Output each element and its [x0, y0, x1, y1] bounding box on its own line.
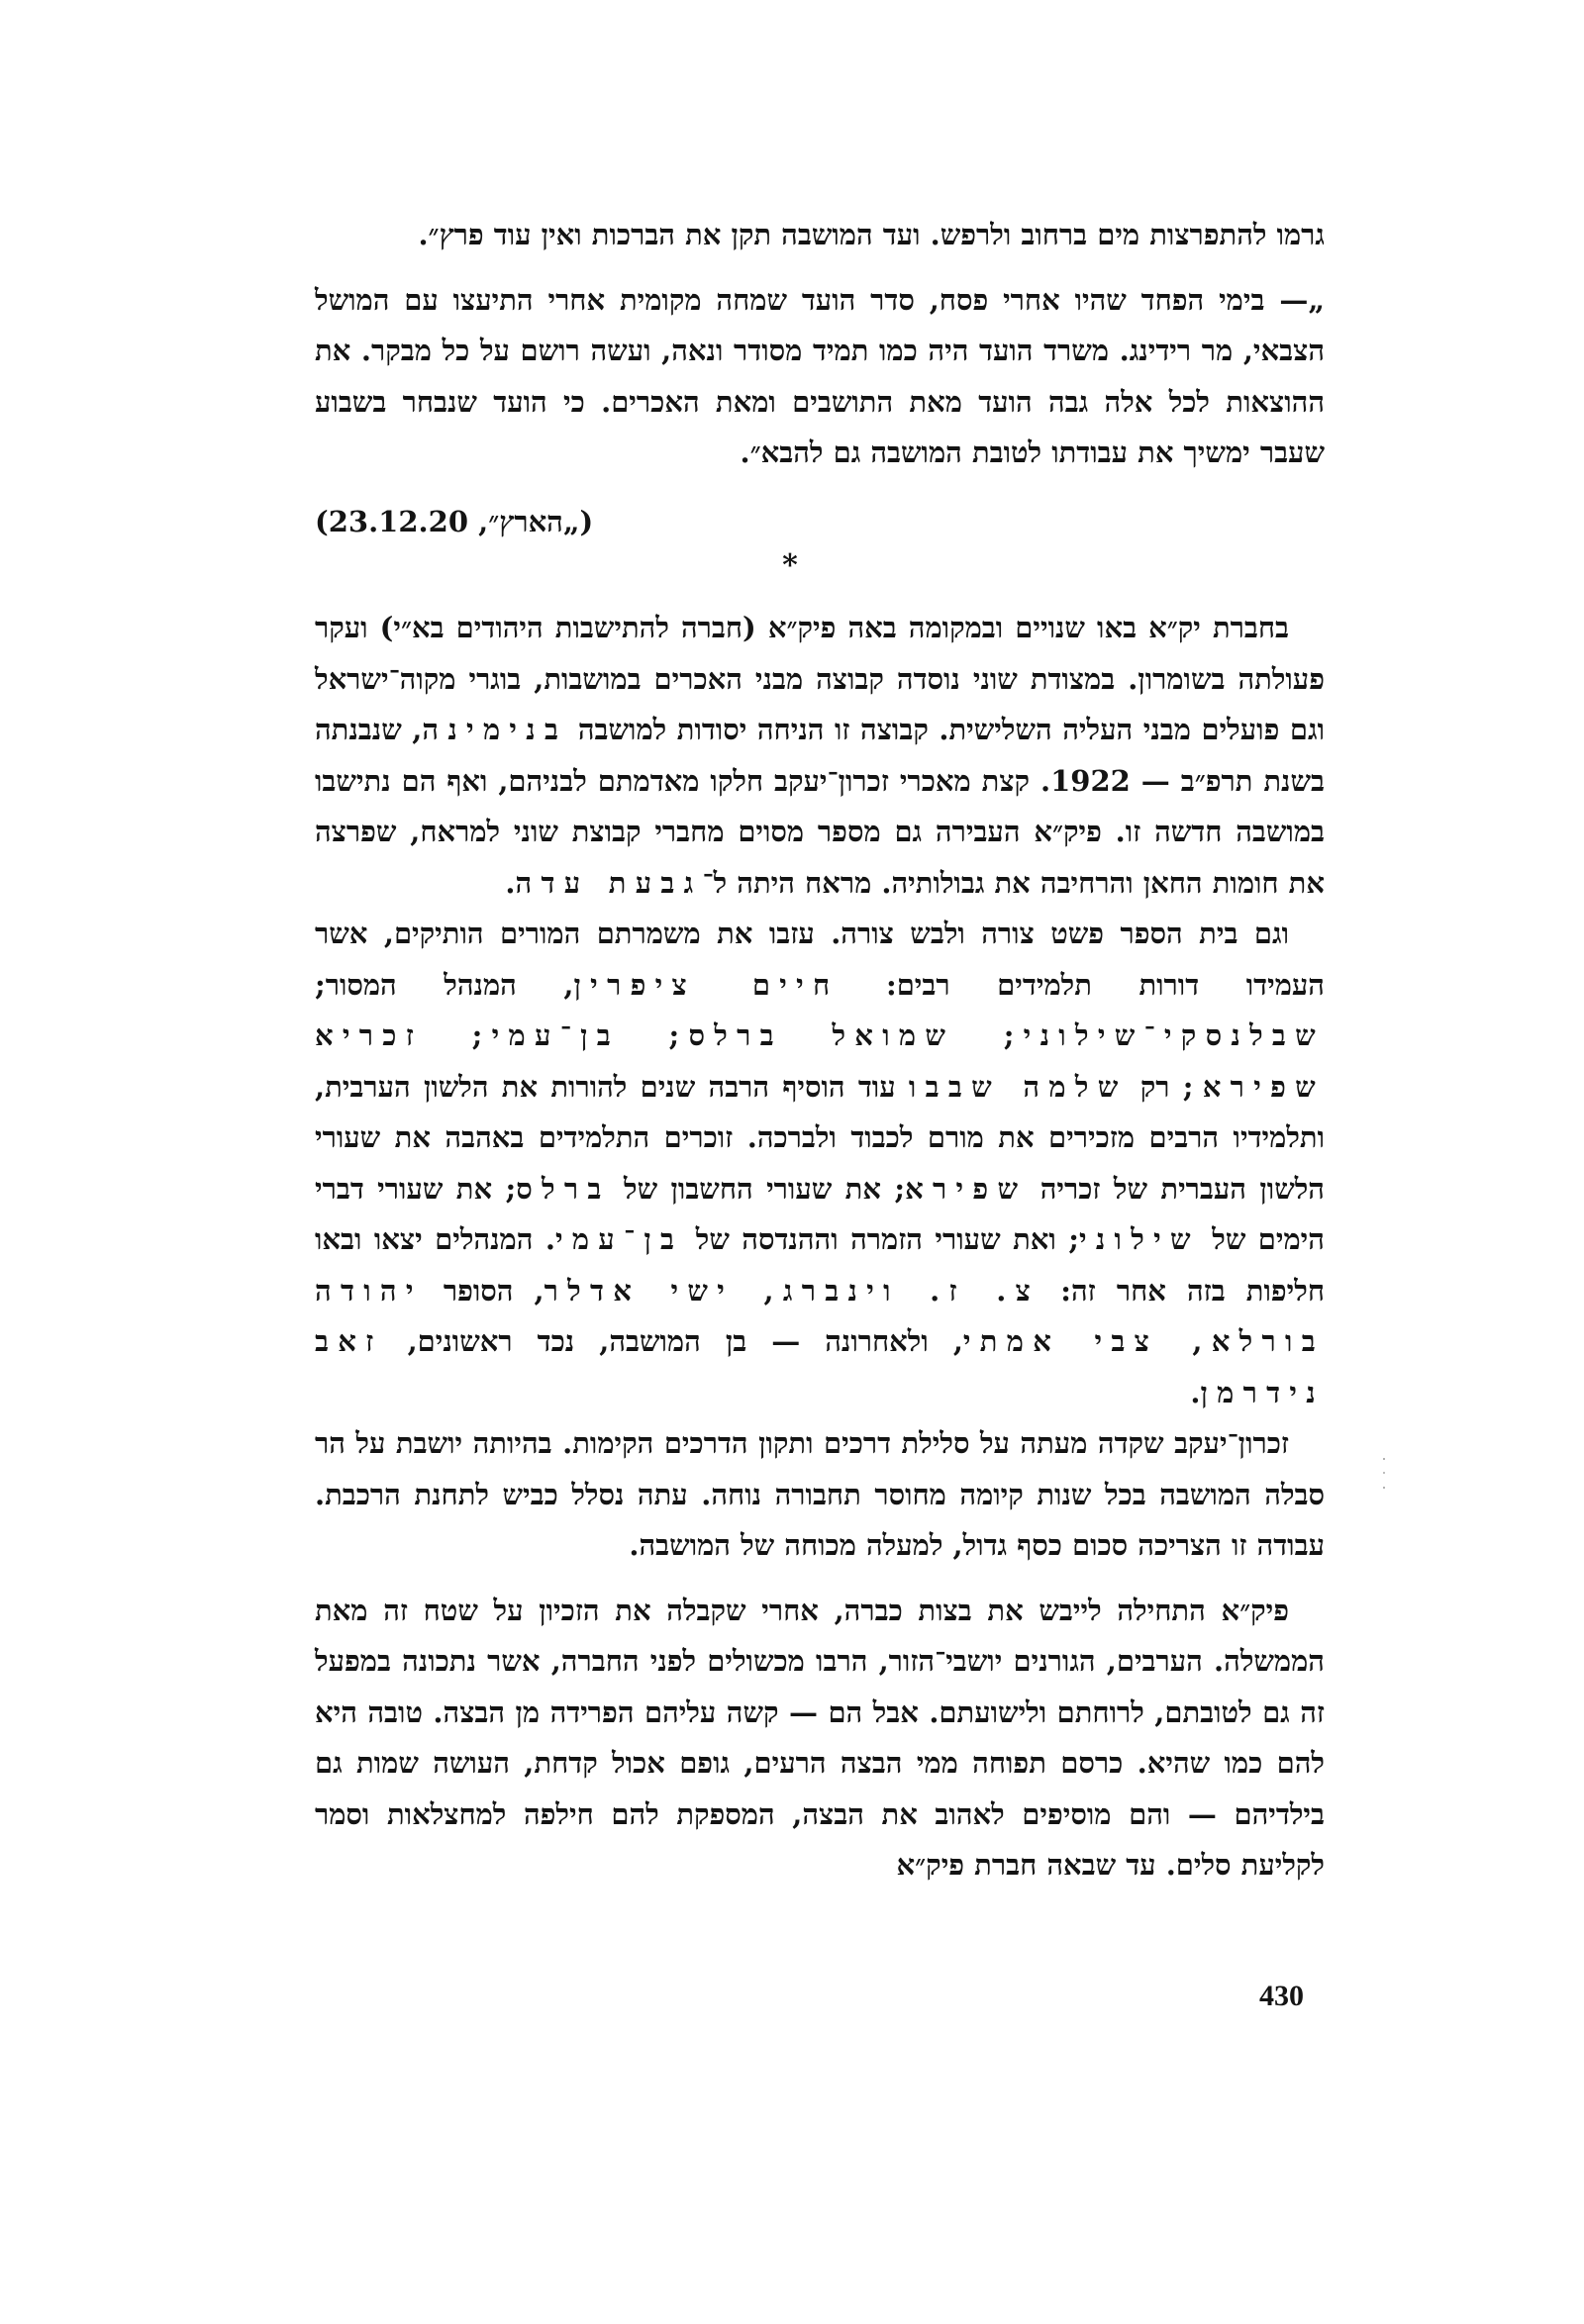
paragraph-6: פיק״א התחילה לייבש את בצות כברה, אחרי שקבלה את הזכיון על שטח זה מאת הממשלה. הערבים, הגורנים יושבי־הזור, הרבו מכשולים לפני החברה, אשר נתכונה במפעל זה גם לטובתם, לרוחתם ולישועתם. אבל הם — קשה עליהם הפרידה מן הבצה. טובה היא להם כמו שהיא. כרסם תפוחה ממי הבצה הרעים, גופם אכול קדחת, העושה שמות גם בילדיהם — והם מוסיפים לאהוב את הבצה, המספקת להם חילפה למחצלאות וסמר לקליעת סלים. עד שבאה חברת פיק״א [315, 1593, 1325, 1882]
scan-specks [1381, 1455, 1387, 1495]
place-name-binyamina: בנימינה [422, 713, 568, 746]
page-number: 430 [1259, 1980, 1304, 2012]
text-run: וגם בית הספר פשט צורה ולבש צורה. עזבו את משמרתם המורים הותיקים, אשר העמידו דורות תלמידים רבים: [315, 917, 1325, 1002]
text-run: עוד הוסיף הרבה שנים להורות את הלשון הערבית, ותלמידיו הרבים מזכירים את מורם לכבוד ולברכה. זוכרים התלמידים באהבה את שעורי הלשון העברית של זכריה [315, 1069, 1325, 1206]
paragraph-4 [315, 909, 1325, 1418]
section-divider: * [782, 548, 798, 583]
text-run: . [505, 865, 516, 900]
paragraph-gap [315, 1572, 1325, 1586]
person-names: צ. ז. וינברג, ישי אדלר [544, 1273, 1040, 1307]
person-name: שלמה שבבו [908, 1069, 1128, 1104]
person-name: בן־עמי [554, 1222, 684, 1256]
paragraph-gap [315, 261, 1325, 275]
text-run: ; ואת שעורי הזמרה וההנדסה של [695, 1222, 1079, 1256]
place-name-givat-ada: גבעת עדה [515, 865, 703, 900]
person-names: שבלנסקי־שילוני; שמואל ברלס; בן־עמי; זכריא שפירא; [315, 1018, 1325, 1104]
paragraph-5: זכרון־יעקב שקדה מעתה על סלילת דרכים ותקון הדרכים הקימות. בהיותה יושבת על הר סבלה המושבה בכל שנות קיומה מחוסר תחבורה נוחה. עתה נסלל כביש לתחנת הרכבת. עבודה זו הצריכה סכום כסף גדול, למעלה מכוחה של המושבה. [315, 1426, 1325, 1562]
person-names: יהודה בורלא, צבי אמתי [315, 1273, 1325, 1358]
text-run: רק [1139, 1069, 1170, 1104]
paragraph-2-quote: „— בימי הפחד שהיו אחרי פסח, סדר הועד שמחה מקומית אחרי התיעצו עם המושל הצבאי, מר רידינג. משרד הועד היה כמו תמיד מסודר ונאה, ועשה רושם על כל מבקר. את ההוצאות לכל אלה גבה הועד מאת התושבים ומאת האכרים. כי הועד שנבחר בשבוע שעבר ימשיך את עבודתו לטובת המושבה גם להבא״. [315, 282, 1325, 469]
text-run: ; את שעורי החשבון של [624, 1171, 906, 1206]
person-name: חיים ציפרין [573, 967, 840, 1002]
paragraph-3 [315, 603, 1325, 909]
text-run: ; את שעורי דברי הימים של [315, 1171, 1325, 1256]
text-run: , שנבנתה בשנת תרפ״ב — 1922. קצת מאכרי זכרון־יעקב חלקו מאדמתם לבניהם, ואף הם נתישבו במושבה חדשה זו. פיק״א העבירה גם מספר מסוים מחברי קבוצת שוני למראח, שפרצה את חומות החאן והרחיבה את גבולותיה. מראח היתה ל־ [315, 713, 1325, 900]
text-run: . [1190, 1375, 1201, 1409]
text-run: . המנהלים יצאו ובאו חליפות בזה אחר זה: [315, 1222, 1325, 1307]
text-run: , ולאחרונה — בן המושבה, נכד ראשונים, [407, 1324, 963, 1358]
citation: („הארץ״, 23.12.20) [315, 504, 594, 538]
text-run: בחברת יק״א באו שנויים ובמקומה באה פיק״א (חברה להתישבות היהודים בא״י) ועקר פעולתה בשומרון. במצודת שוני נוסדה קבוצה מבני האכרים במושבות, בוגרי מקוה־ישראל וגם פועלים מבני העליה השלישית. קבוצה זו הניחה יסודות למושבה [315, 611, 1325, 746]
text-run: , המנהל המסור; [315, 967, 574, 1002]
document-page [315, 210, 1325, 1891]
paragraph-1: גרמו להתפרצות מים ברחוב ולרפש. ועד המושבה תקן את הברכות ואין עוד פרץ״. [418, 218, 1325, 251]
person-name: זאב נידרמן [315, 1324, 1325, 1409]
text-run: , הסופר [443, 1273, 544, 1307]
person-name: שילוני [1078, 1222, 1200, 1256]
person-name: שפירא [905, 1171, 1028, 1206]
person-name: ברלס [516, 1171, 611, 1206]
